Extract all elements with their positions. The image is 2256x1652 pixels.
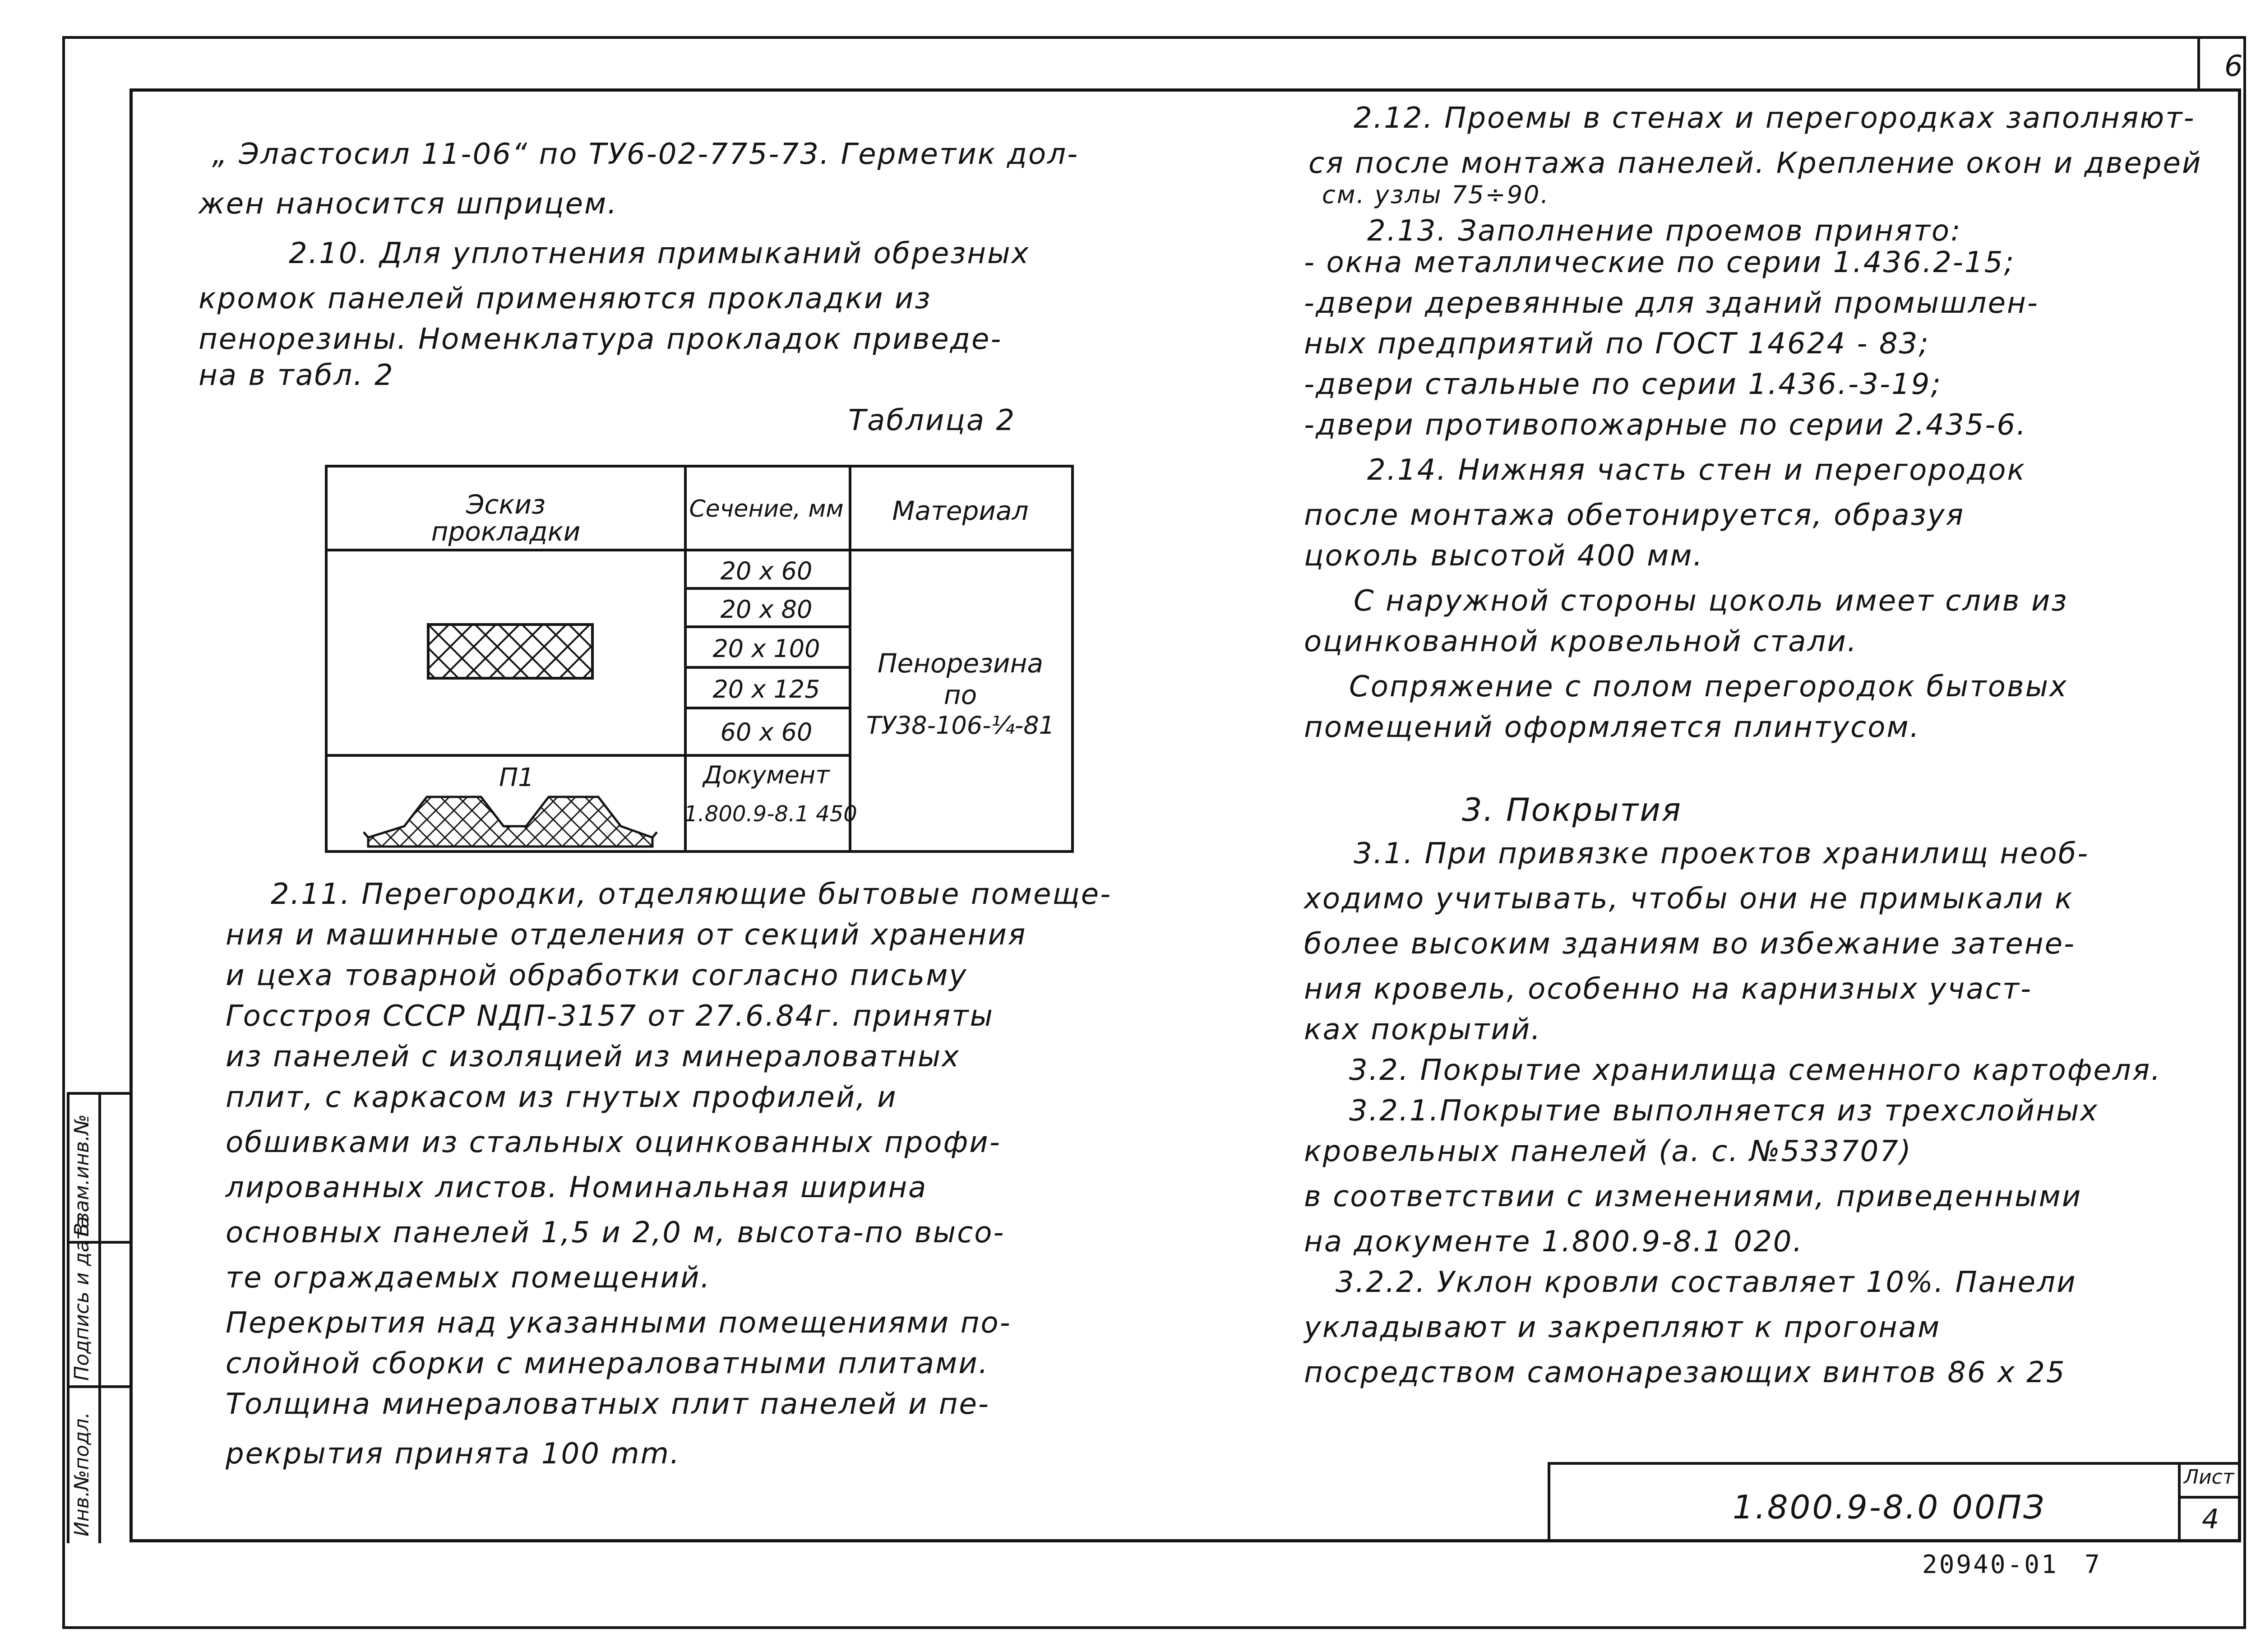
p210-line-4: на в табл. 2	[199, 359, 394, 392]
p214-line: 2.14. Нижняя часть стен и перегородок	[1367, 453, 2026, 487]
intro-line-1: „ Эластосил 11-06“ по ТУ6-02-775-73. Герметик дол-	[212, 138, 1079, 171]
p211-line: лированных листов. Номинальная ширина	[226, 1171, 928, 1204]
p211-line: обшивками из стальных оцинкованных профи-	[226, 1126, 1001, 1159]
profile-label: П1	[499, 763, 534, 792]
section-value: 20 x 60	[720, 557, 813, 585]
header-section: Сечение, мм	[689, 495, 844, 523]
p31-line: 3.1. При привязке проектов хранилищ необ-	[1354, 837, 2090, 870]
p31-line: более высоким зданиям во избежание затене-	[1304, 927, 2076, 961]
intro-line-2: жен наносится шприцем.	[199, 187, 618, 221]
stamp-signature-date: Подпись и дата	[70, 1216, 93, 1381]
title-block	[1548, 1462, 2241, 1542]
p214-line: помещений оформляется плинтусом.	[1304, 711, 1921, 744]
section-value: 20 x 80	[720, 595, 813, 624]
p211-line: из панелей с изоляцией из минераловатных	[226, 1040, 961, 1074]
stamp-replaced-inv: Взам.инв.№	[70, 1114, 93, 1236]
p211-line: плит, с каркасом из гнутых профилей, и	[226, 1081, 897, 1114]
p211-line: слойной сборки с минераловатными плитами.	[226, 1347, 989, 1380]
p213-line: 2.13. Заполнение проемов принято:	[1367, 214, 1962, 248]
gasket-profile-sketch	[355, 783, 670, 851]
archive-suffix: 7	[2085, 1550, 2100, 1579]
p210-line-2: кромок панелей применяются прокладки из	[199, 282, 932, 315]
p210-line-3: пенорезины. Номенклатура прокладок приведе-	[199, 323, 1003, 356]
p213-line: ных предприятий по ГОСТ 14624 - 83;	[1304, 327, 1930, 361]
section-value: 20 x 125	[712, 675, 820, 703]
corner-mark: 6	[2224, 50, 2243, 83]
p210-line-1: 2.10. Для уплотнения примыканий обрезных	[289, 237, 1030, 270]
material-line-1: Пенорезина	[877, 648, 1044, 679]
p211-line: и цеха товарной обработки согласно письму	[226, 959, 968, 992]
p211-line: Перекрытия над указанными помещениями по-	[226, 1306, 1012, 1340]
p213-line: -двери стальные по серии 1.436.-3-19;	[1304, 368, 1942, 401]
material-line-2: по	[943, 680, 977, 710]
p31-line: ходимо учитывать, чтобы они не примыкали к	[1304, 882, 2074, 916]
p211-line: те ограждаемых помещений.	[226, 1261, 711, 1295]
p32-line: 3.2. Покрытие хранилища семенного картофеля.	[1349, 1054, 2162, 1087]
side-stamp	[67, 1092, 130, 1543]
section-value: 20 x 100	[712, 634, 820, 663]
p213-line: -двери противопожарные по серии 2.435-6.	[1304, 408, 2027, 442]
sheet-number: 4	[2202, 1504, 2219, 1535]
p213-line: -двери деревянные для зданий промышлен-	[1304, 287, 2039, 320]
p322-line: посредством самонарезающих винтов 86 x 25	[1304, 1356, 2066, 1389]
header-sketch-1: Эскиз	[466, 489, 546, 520]
table-caption: Таблица 2	[848, 404, 1016, 437]
gasket-table	[325, 465, 1074, 853]
p322-line: 3.2.2. Уклон кровли составляет 10%. Панели	[1336, 1266, 2077, 1299]
p322-line: укладывают и закрепляют к прогонам	[1304, 1311, 1941, 1344]
p321-line: кровельных панелей (а. с. №533707)	[1304, 1135, 1912, 1168]
header-sketch-2: прокладки	[431, 516, 581, 547]
p214-line: оцинкованной кровельной стали.	[1304, 625, 1858, 658]
p211-line: Толщина минераловатных плит панелей и пе-	[226, 1388, 990, 1421]
p214-line: Сопряжение с полом перегородок бытовых	[1349, 670, 2068, 703]
p214-line: после монтажа обетонируется, образуя	[1304, 499, 1965, 532]
p31-line: ния кровель, особенно на карнизных участ-	[1304, 972, 2033, 1006]
p211-line: рекрытия принята 100 mm.	[226, 1437, 681, 1471]
p211-line: Госстроя СССР NДП-3157 от 27.6.84г. приняты	[226, 1000, 994, 1033]
p212-line: см. узлы 75÷90.	[1322, 180, 1550, 209]
material-line-3: ТУ38-106-¼-81	[866, 711, 1055, 740]
p211-line: ния и машинные отделения от секций хранения	[226, 918, 1027, 952]
document-ref-2: 1.800.9-8.1 450	[684, 801, 857, 827]
p321-line: на документе 1.800.9-8.1 020.	[1304, 1225, 1803, 1259]
gasket-sketch-rect	[427, 623, 594, 680]
document-ref-1: Документ	[703, 761, 830, 789]
p214-line: С наружной стороны цоколь имеет слив из	[1354, 584, 2068, 618]
archive-number: 20940-01	[1922, 1550, 2058, 1579]
p321-line: 3.2.1.Покрытие выполняется из трехслойных	[1349, 1094, 2099, 1128]
corner-mark-divider	[2197, 36, 2200, 90]
p211-line: 2.11. Перегородки, отделяющие бытовые помеще-	[271, 878, 1112, 911]
p321-line: в соответствии с изменениями, приведенными	[1304, 1180, 2082, 1213]
section-value: 60 x 60	[720, 718, 813, 746]
document-designation: 1.800.9-8.0 00ПЗ	[1733, 1488, 2046, 1526]
p212-line: ся после монтажа панелей. Крепление окон и дверей	[1308, 147, 2202, 180]
p211-line: основных панелей 1,5 и 2,0 м, высота-по высо-	[226, 1216, 1005, 1249]
p212-line: 2.12. Проемы в стенах и перегородках заполняют-	[1354, 102, 2196, 135]
section-title: 3. Покрытия	[1462, 791, 1682, 828]
p31-line: ках покрытий.	[1304, 1013, 1542, 1046]
p213-line: - окна металлические по серии 1.436.2-15;	[1304, 246, 2015, 279]
stamp-inv-number: Инв.№подл.	[70, 1412, 93, 1536]
sheet-label: Лист	[2184, 1466, 2234, 1489]
p214-line: цоколь высотой 400 мм.	[1304, 539, 1704, 573]
header-material: Материал	[892, 495, 1029, 526]
